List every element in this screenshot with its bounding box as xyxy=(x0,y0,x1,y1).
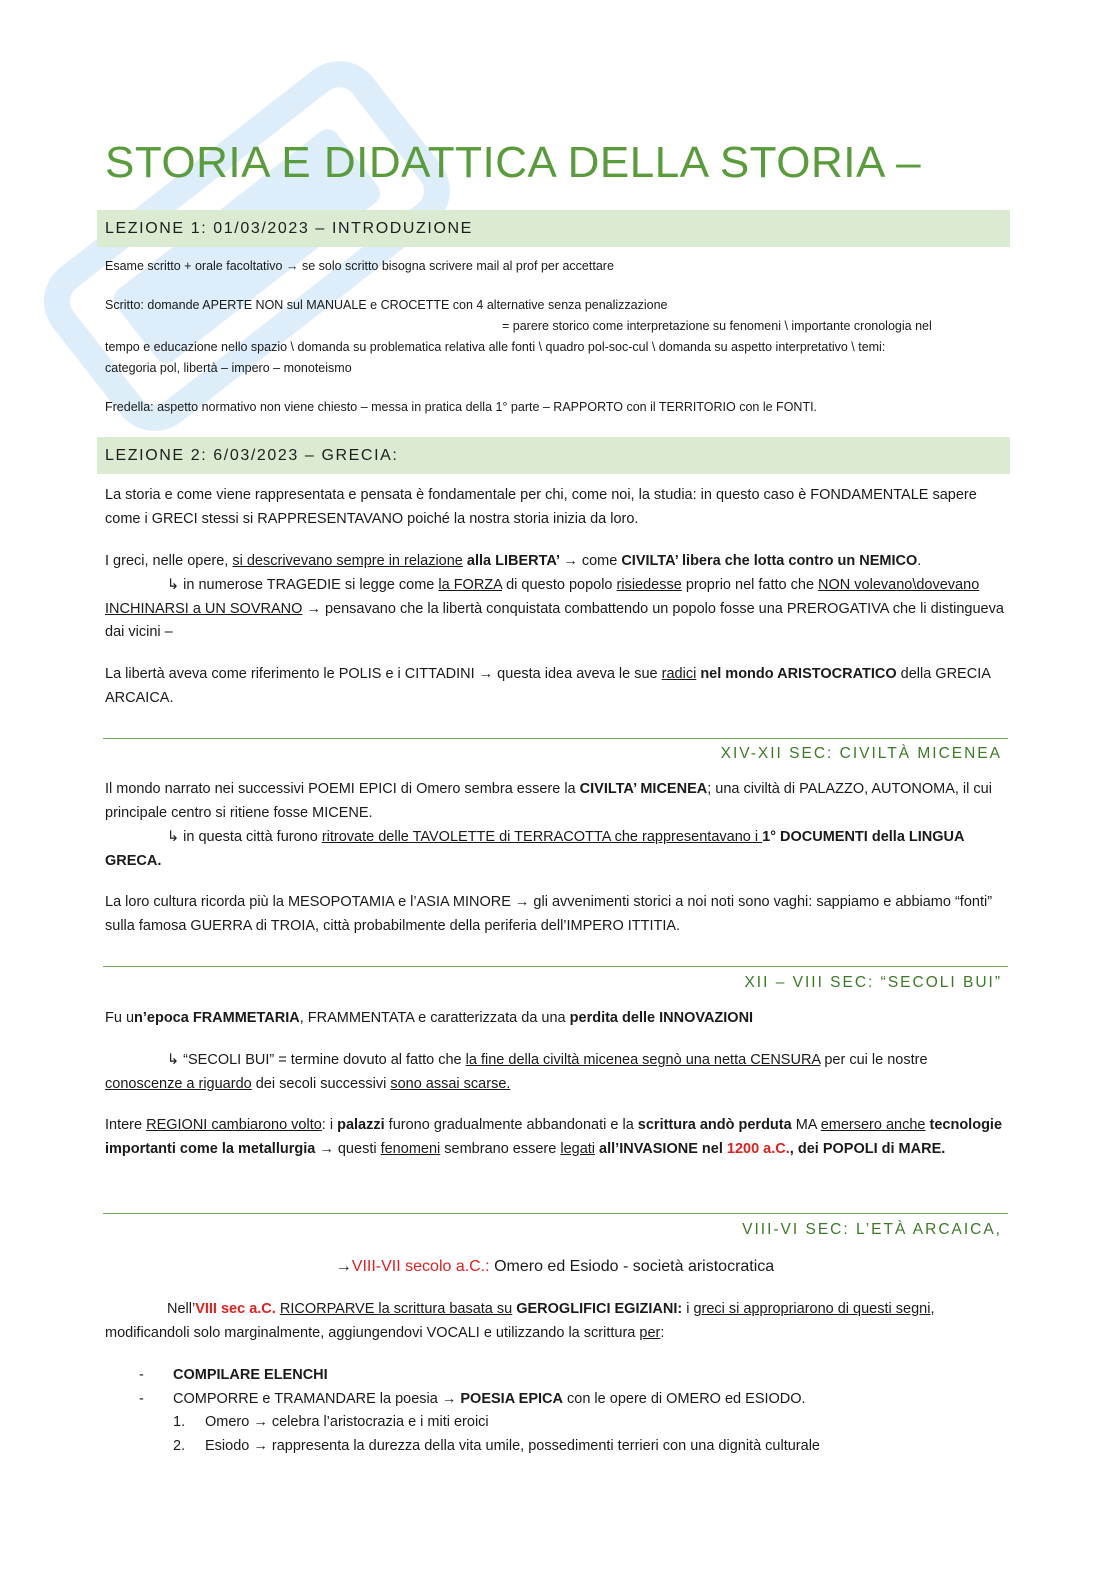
list-item: 2. Esiodo → rappresenta la durezza della vita umile, possedimenti terrieri con una dignità culturale xyxy=(173,1437,820,1454)
section-3-subheading: →VIII-VII secolo a.C.: Omero ed Esiodo - società aristocratica xyxy=(335,1258,775,1275)
lesson-1-paragraph-4: Fredella: aspetto normativo non viene chiesto – messa in pratica della 1° parte – RAPPORTO con il TERRITORIO con le FONTI. xyxy=(105,400,818,414)
section-2-heading: XII – VIII SEC: “SECOLI BUI” xyxy=(744,974,1002,991)
arrow-icon: → xyxy=(563,553,578,569)
section-2-paragraph-2: ↳ “SECOLI BUI” = termine dovuto al fatto che la fine della civiltà micenea segnò una netta CENSURA per cui le nostre conoscenze a riguardo dei secoli successivi sono assai scarse. xyxy=(105,1052,928,1092)
lesson-2-paragraph-2: I greci, nelle opere, si descrivevano sempre in relazione alla LIBERTA’ → come CIVILTA’ libera che lotta contro un NEMICO. xyxy=(105,553,922,569)
arrow-icon: → xyxy=(253,1437,268,1454)
section-1-paragraph-2: ↳ in questa città furono ritrovate delle TAVOLETTE di TERRACOTTA che rappresentavano i 1° DOCUMENTI della LINGUA GRECA. xyxy=(105,829,964,869)
arrow-icon: → xyxy=(253,1414,268,1430)
list-item: - COMPILARE ELENCHI xyxy=(139,1367,328,1383)
section-divider xyxy=(103,738,1008,739)
section-1-heading: XIV-XII SEC: CIVILTÀ MICENEA xyxy=(720,745,1002,762)
lesson-2-paragraph-3: ↳ in numerose TRAGEDIE si legge come la FORZA di questo popolo risiedesse proprio nel fatto che NON volevano\dovevano INCHINARSI a UN SOVRANO → pensavano che la libertà conquistata combattendo un popolo fosse una PREROGATIVA che li distingueva dai vicini – xyxy=(105,577,1004,640)
arrow-icon: → xyxy=(335,1258,352,1275)
section-3-heading: VIII-VI SEC: L’ETÀ ARCAICA, xyxy=(742,1221,1002,1238)
arrow-icon: → xyxy=(285,259,299,273)
lesson-2-paragraph-1: La storia e come viene rappresentata e pensata è fondamentale per chi, come noi, la studia: in questo caso è FONDAMENTALE sapere come i GRECI stessi si RAPPRESENTAVANO poiché la nostra storia inizia da loro. xyxy=(105,487,977,527)
lesson-1-paragraph-1: Esame scritto + orale facoltativo → se solo scritto bisogna scrivere mail al prof per accettare xyxy=(105,259,614,273)
document-title: STORIA E DIDATTICA DELLA STORIA – xyxy=(105,138,922,187)
arrow-icon: → xyxy=(441,1390,457,1407)
arrow-icon: → xyxy=(306,600,321,617)
section-1-paragraph-3: La loro cultura ricorda più la MESOPOTAMIA e l’ASIA MINORE → gli avvenimenti storici a noi noti sono vaghi: sappiamo e abbiamo “fonti” sulla famosa GUERRA di TROIA, città probabilmente della periferia dell’IMPERO ITTITIA. xyxy=(105,894,993,934)
section-divider xyxy=(103,1213,1008,1214)
list-item: 1. Omero → celebra l’aristocrazia e i miti eroici xyxy=(173,1414,489,1430)
section-2-paragraph-3: Intere REGIONI cambiarono volto: i palazzi furono gradualmente abbandonati e la scrittura andò perduta MA emersero anche tecnologie importanti come la metallurgia → questi fenomeni sembrano essere legati all’INVASIONE nel 1200 a.C., dei POPOLI di MARE. xyxy=(105,1117,1003,1157)
section-3-bullet-list xyxy=(105,1364,1005,1458)
section-3-paragraph-1: Nell’VIII sec a.C. RICORPARVE la scrittura basata su GEROGLIFICI EGIZIANI: i greci si appropriarono di questi segni, modificandoli solo marginalmente, aggiungendovi VOCALI e utilizzando la scrittura per: xyxy=(105,1301,935,1341)
section-2-paragraph-1: Fu un’epoca FRAMMETARIA, FRAMMENTATA e caratterizzata da una perdita delle INNOVAZIONI xyxy=(105,1010,754,1026)
section-divider xyxy=(103,966,1008,967)
lesson-1-paragraph-2: Scritto: domande APERTE NON sul MANUALE e CROCETTE con 4 alternative senza penalizzazione xyxy=(105,298,668,312)
lesson-2-paragraph-4: La libertà aveva come riferimento le POLIS e i CITTADINI → questa idea aveva le sue radici nel mondo ARISTOCRATICO della GRECIA ARCAICA. xyxy=(105,666,991,706)
lesson-1-heading: LEZIONE 1: 01/03/2023 – INTRODUZIONE xyxy=(97,210,1010,247)
arrow-icon: → xyxy=(514,894,530,910)
list-item: - COMPORRE e TRAMANDARE la poesia → POESIA EPICA con le opere di OMERO ed ESIODO. xyxy=(139,1390,806,1407)
lesson-1-paragraph-3: = parere storico come interpretazione su fenomeni \ importante cronologia nel tempo e educazione nello spazio \ domanda su problematica relativa alle fonti \ quadro pol-soc-cul \ domanda su aspetto interpretativo \ temi: categoria pol, libertà – impero – monoteismo xyxy=(105,319,932,375)
section-1-paragraph-1: Il mondo narrato nei successivi POEMI EPICI di Omero sembra essere la CIVILTA’ MICENEA; una civiltà di PALAZZO, AUTONOMA, il cui principale centro si ritiene fosse MICENE. xyxy=(105,781,992,821)
arrow-icon: → xyxy=(478,666,494,682)
lesson-2-heading: LEZIONE 2: 6/03/2023 – GRECIA: xyxy=(97,437,1010,474)
arrow-icon: → xyxy=(319,1140,334,1157)
